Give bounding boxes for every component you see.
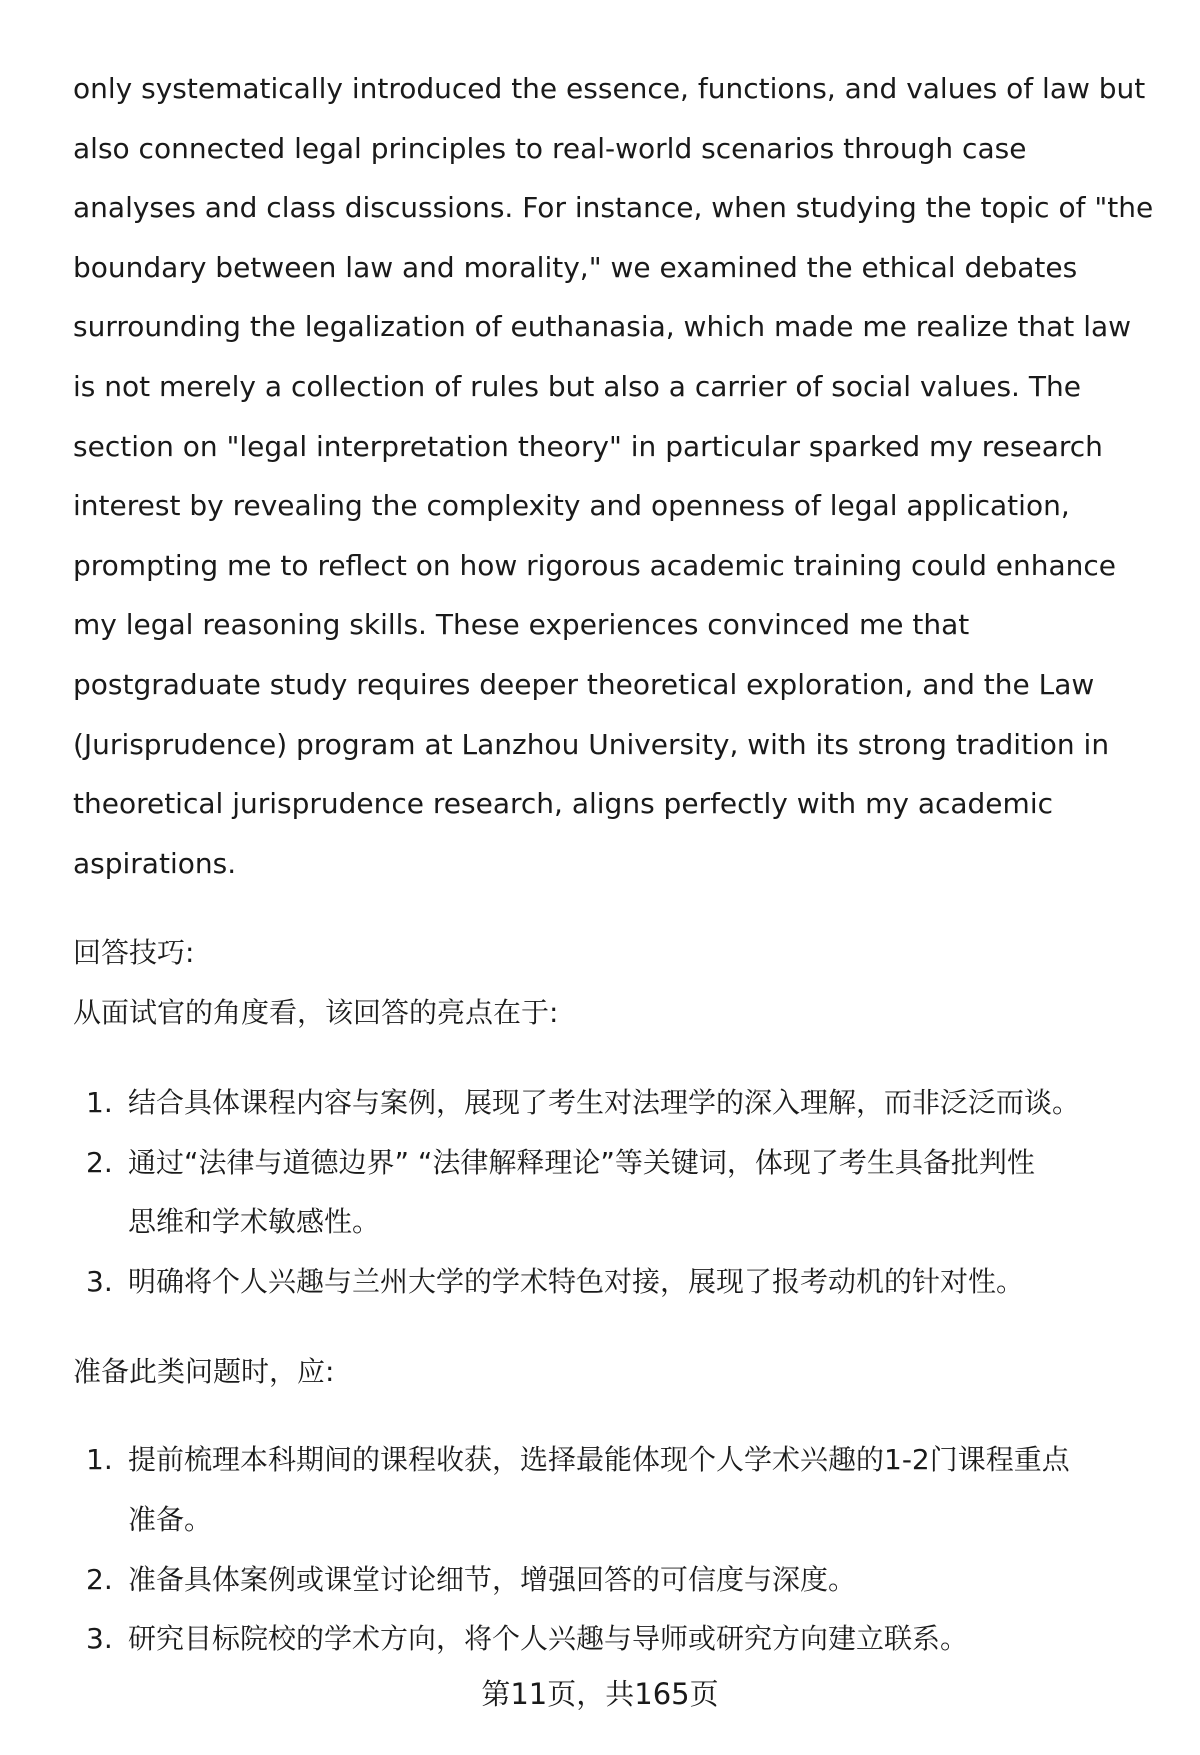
paragraph-line: only systematically introduced the essence, functions, and values of law but bbox=[73, 72, 1146, 105]
list-number: 3. bbox=[86, 1265, 113, 1298]
list-item-continuation: 准备。 bbox=[128, 1503, 213, 1536]
paragraph-line: aspirations. bbox=[73, 847, 237, 880]
list-item: 明确将个人兴趣与兰州大学的学术特色对接，展现了报考动机的针对性。 bbox=[128, 1265, 1025, 1298]
prep-intro: 准备此类问题时，应: bbox=[73, 1355, 335, 1388]
paragraph-line: my legal reasoning skills. These experiences convinced me that bbox=[73, 608, 970, 641]
list-item: 结合具体课程内容与案例，展现了考生对法理学的深入理解，而非泛泛而谈。 bbox=[128, 1086, 1081, 1119]
paragraph-line: is not merely a collection of rules but also a carrier of social values. The bbox=[73, 370, 1081, 403]
list-item-continuation: 思维和学术敏感性。 bbox=[128, 1205, 381, 1238]
list-number: 1. bbox=[86, 1443, 113, 1476]
list-number: 3. bbox=[86, 1622, 113, 1655]
paragraph-line: theoretical jurisprudence research, aligns perfectly with my academic bbox=[73, 787, 1053, 820]
list-number: 2. bbox=[86, 1146, 113, 1179]
paragraph-line: surrounding the legalization of euthanasia, which made me realize that law bbox=[73, 310, 1132, 343]
paragraph-line: analyses and class discussions. For instance, when studying the topic of "the bbox=[73, 191, 1154, 224]
list-number: 2. bbox=[86, 1563, 113, 1596]
list-item: 通过“法律与道德边界” “法律解释理论”等关键词，体现了考生具备批判性 bbox=[128, 1146, 1035, 1179]
paragraph-line: also connected legal principles to real-world scenarios through case bbox=[73, 132, 1027, 165]
list-item: 研究目标院校的学术方向，将个人兴趣与导师或研究方向建立联系。 bbox=[128, 1622, 969, 1655]
highlights-intro: 从面试官的角度看，该回答的亮点在于: bbox=[73, 996, 559, 1029]
paragraph-line: (Jurisprudence) program at Lanzhou University, with its strong tradition in bbox=[73, 728, 1110, 761]
list-number: 1. bbox=[86, 1086, 113, 1119]
paragraph-line: postgraduate study requires deeper theoretical exploration, and the Law bbox=[73, 668, 1095, 701]
page-number: 第11页，共165页 bbox=[481, 1677, 719, 1711]
list-item: 准备具体案例或课堂讨论细节，增强回答的可信度与深度。 bbox=[128, 1563, 857, 1596]
list-item: 提前梳理本科期间的课程收获，选择最能体现个人学术兴趣的1-2门课程重点 bbox=[128, 1443, 1070, 1476]
paragraph-line: boundary between law and morality," we examined the ethical debates bbox=[73, 251, 1078, 284]
paragraph-line: prompting me to reflect on how rigorous academic training could enhance bbox=[73, 549, 1117, 582]
tips-heading: 回答技巧: bbox=[73, 936, 195, 969]
paragraph-line: interest by revealing the complexity and openness of legal application, bbox=[73, 489, 1070, 522]
paragraph-line: section on "legal interpretation theory" in particular sparked my research bbox=[73, 430, 1103, 463]
